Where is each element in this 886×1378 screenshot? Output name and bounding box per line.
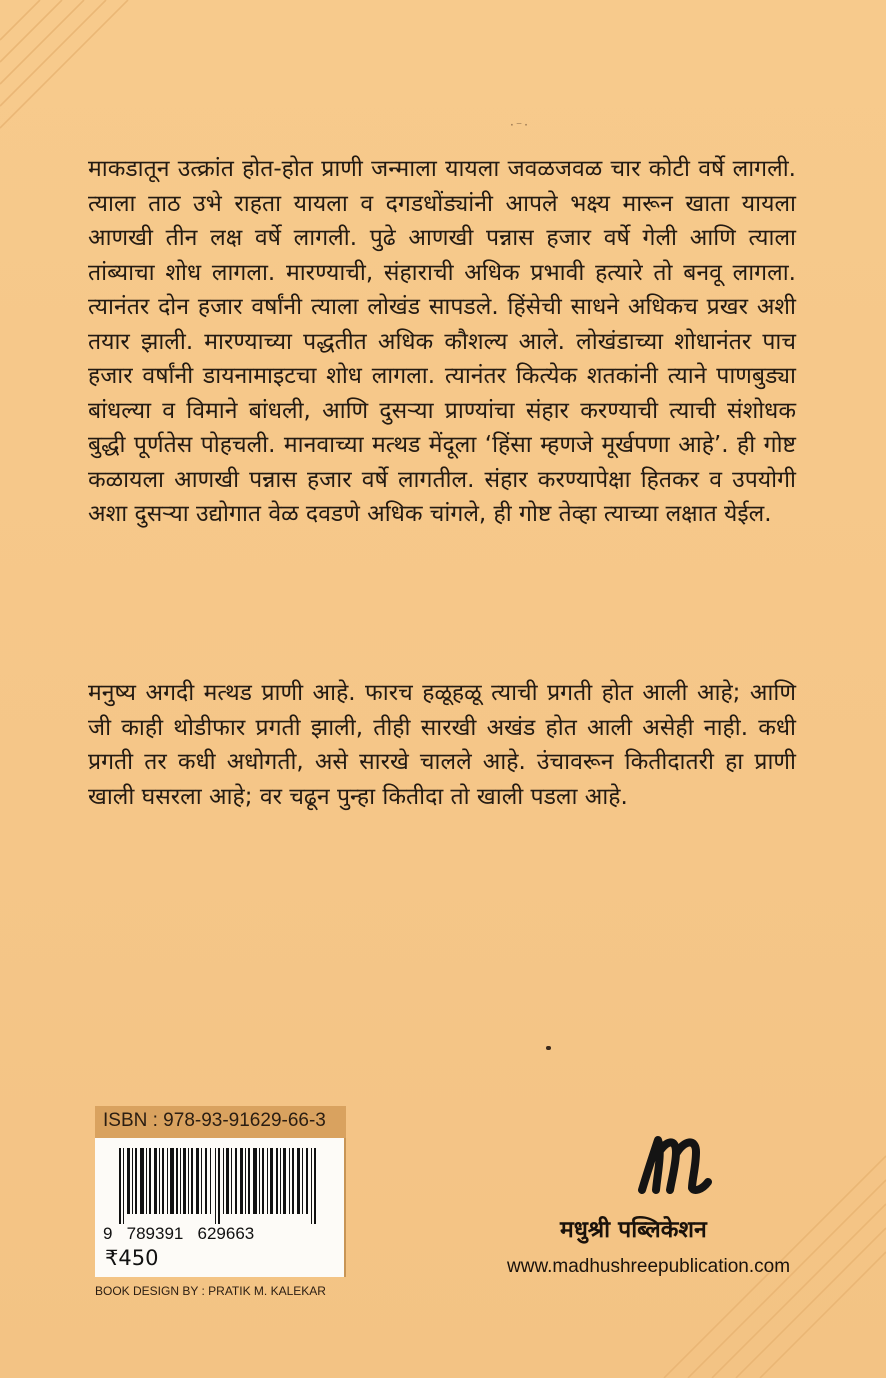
barcode-icon [119, 1148, 319, 1224]
isbn-band [95, 1106, 346, 1138]
body-paragraph-2: मनुष्य अगदी मत्थड प्राणी आहे. फारच हळूहळू त्याची प्रगती होत आली आहे; आणि जी काही थोडीफार प्रगती झाली, तीही सारखी अखंड होत आली असेही नाही. कधी प्रगती तर कधी अधोगती, असे सारखे चालले आहे. उंचावरून कितीदातरी हा प्राणी खाली घसरला आहे; वर चढून पुन्हा कितीदा तो खाली पडला आहे. [88, 680, 796, 810]
ornament-dot [546, 1046, 551, 1050]
m-script-logo-icon [636, 1130, 716, 1200]
print-speck: ·⁻· [510, 118, 530, 132]
barcode-digits: 9 789391 629663 [103, 1224, 255, 1243]
body-paragraph-1: माकडातून उत्क्रांत होत-होत प्राणी जन्माला यायला जवळजवळ चार कोटी वर्षे लागली. त्याला ताठ उभे राहता यायला व दगडधोंड्यांनी आपले भक्ष्य मारून खाता यायला आणखी तीन लक्ष वर्षे लागली. पुढे आणखी पन्नास हजार वर्षे गेली आणि त्याला तांब्याचा शोध लागला. मारण्याची, संहाराची अधिक प्रभावी हत्यारे तो बनवू लागला. त्यानंतर दोन हजार वर्षांनी त्याला लोखंड सापडले. हिंसेची साधने अधिकच प्रखर अशी तयार झाली. मारण्याच्या पद्धतीत अधिक कौशल्य आले. लोखंडाच्या शोधानंतर पाच हजार वर्षांनी डायनामाइटचा शोध लागला. त्यानंतर कित्येक शतकांनी त्याने पाणबुड्या बांधल्या व विमाने बांधली, आणि दुसऱ्या प्राण्यांचा संहार करण्याची त्याची संशोधक बुद्धी पूर्णतेस पोहचली. मानवाच्या मत्थड मेंदूला ‘हिंसा म्हणजे मूर्खपणा आहे’. ही गोष्ट कळायला आणखी पन्नास हजार वर्षे लागतील. संहार करण्यापेक्षा हितकर व उपयोगी अशा दुसऱ्या उद्योगात वेळ दवडणे अधिक चांगले, ही गोष्ट तेव्हा त्याच्या लक्षात येईल. [88, 156, 796, 527]
publisher-name: मधुश्री पब्लिकेशन [560, 1217, 707, 1243]
isbn-barcode-panel [95, 1106, 346, 1277]
isbn-label: ISBN : 978-93-91629-66-3 [103, 1110, 326, 1131]
book-design-credit: BOOK DESIGN BY : PRATIK M. KALEKAR [95, 1284, 326, 1298]
price-label: ₹450 [105, 1246, 159, 1270]
barcode-area [95, 1138, 346, 1277]
publisher-website: www.madhushreepublication.com [507, 1256, 791, 1277]
